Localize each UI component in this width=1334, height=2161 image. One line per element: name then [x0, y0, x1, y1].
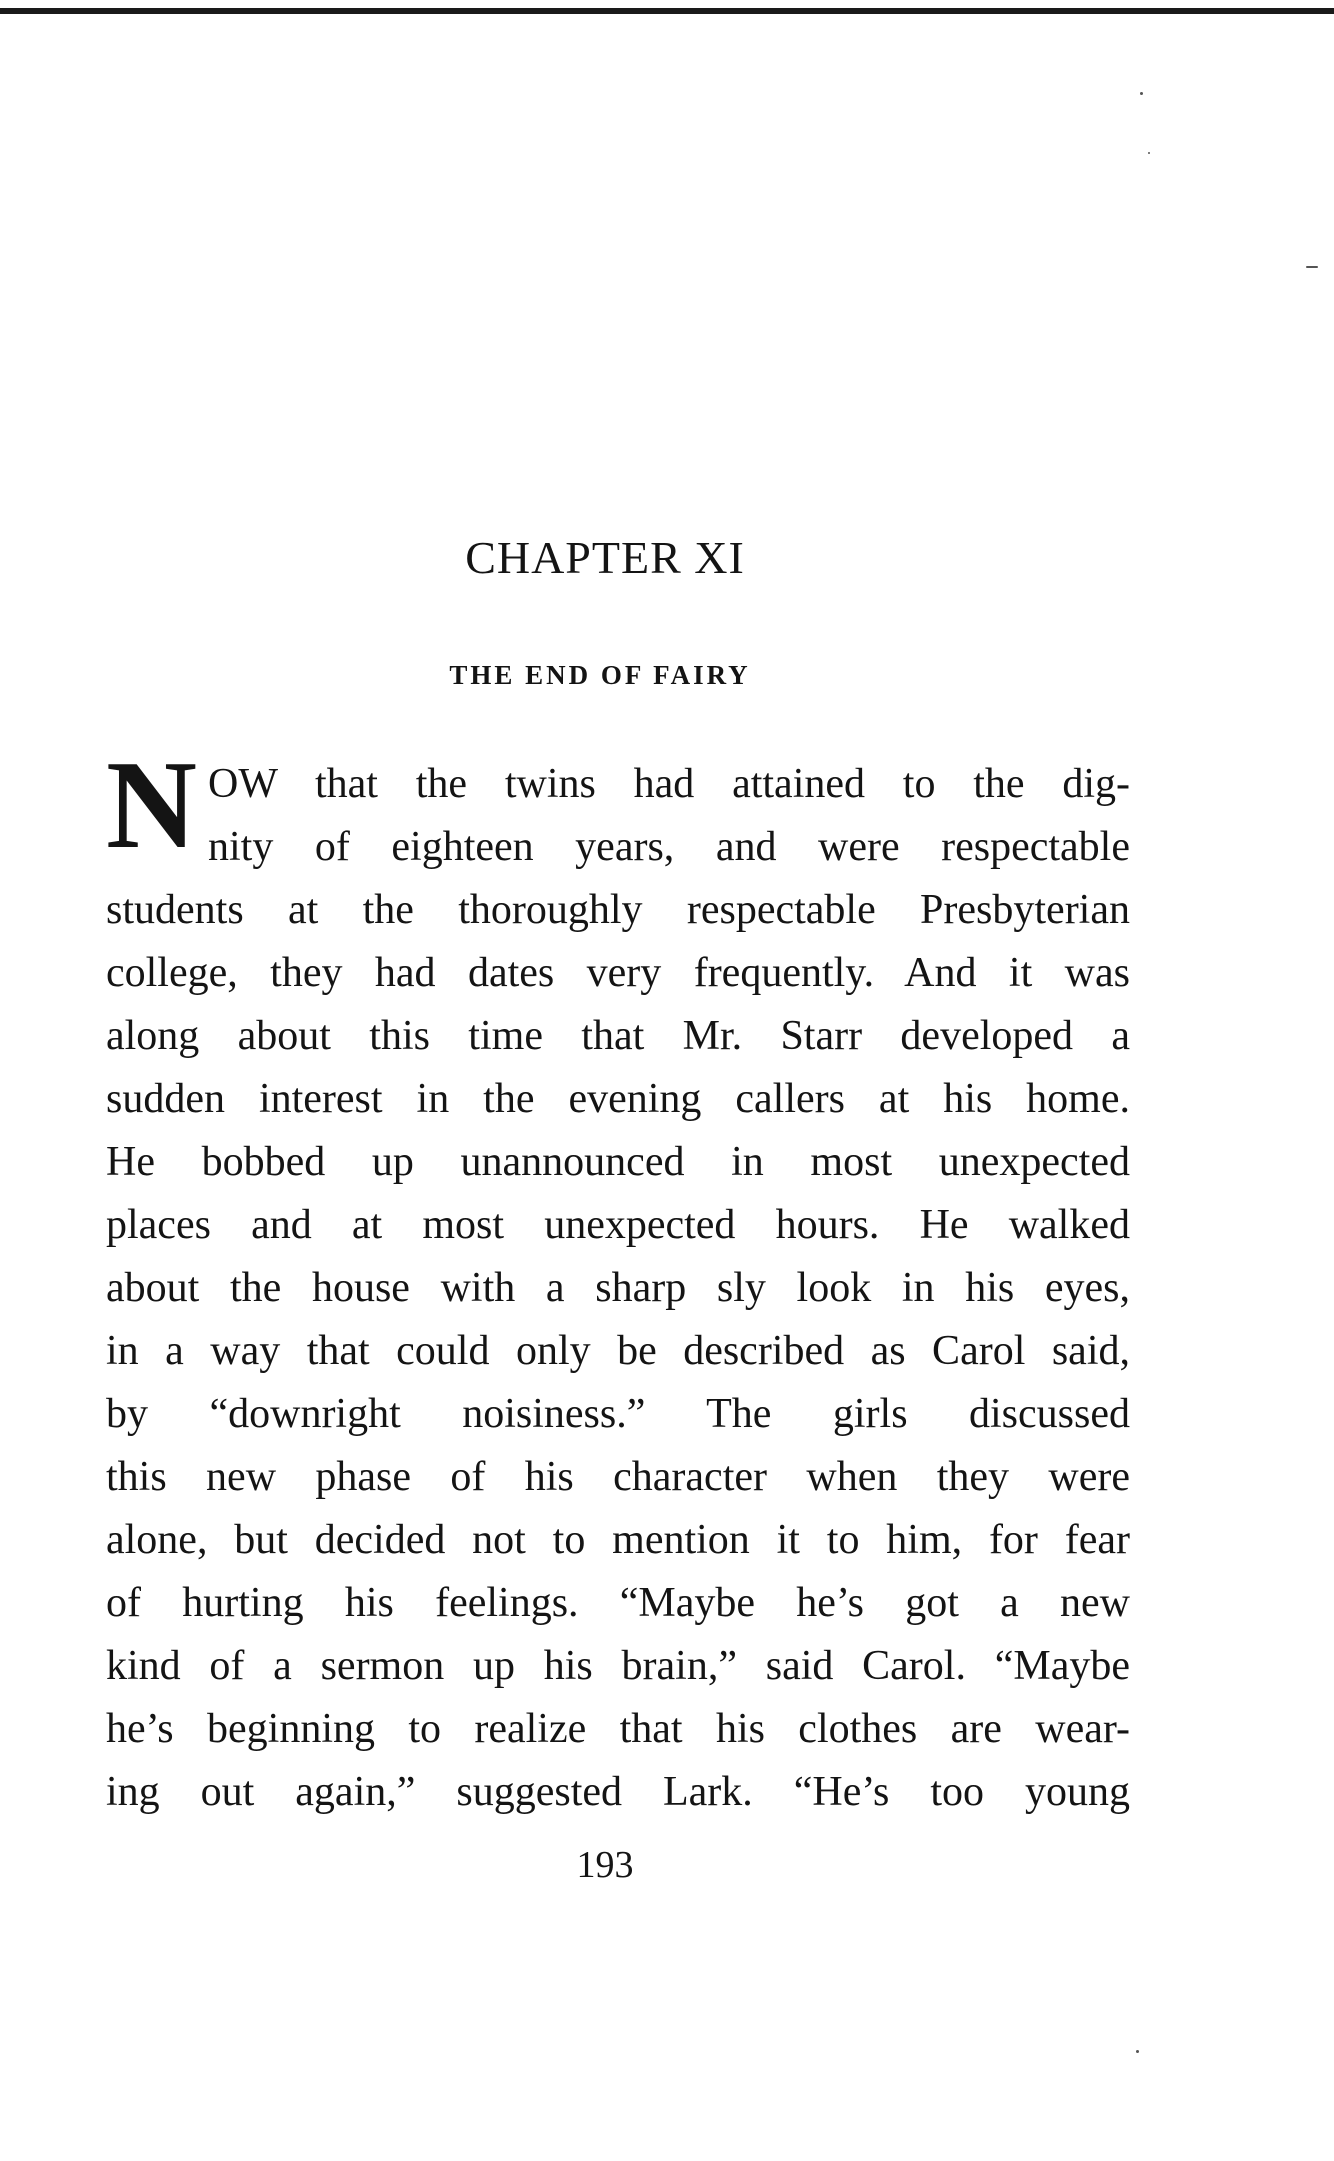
text-line: He bobbed up unannounced in most unexpected: [106, 1139, 1130, 1185]
text-line: places and at most unexpected hours. He walked: [106, 1202, 1130, 1248]
drop-cap: N: [106, 736, 197, 875]
chapter-heading: CHAPTER XI: [465, 532, 745, 583]
text-line: kind of a sermon up his brain,” said Carol. “Maybe: [106, 1643, 1130, 1689]
text-line: sudden interest in the evening callers at his home.: [106, 1076, 1130, 1122]
text-line: alone, but decided not to mention it to him, for fear: [106, 1517, 1130, 1563]
text-line: ing out again,” suggested Lark. “He’s too young: [106, 1769, 1130, 1815]
text-line: by “downright noisiness.” The girls discussed: [106, 1391, 1130, 1437]
text-line: college, they had dates very frequently. And it was: [106, 950, 1130, 996]
scan-speck: [1148, 152, 1150, 154]
page-number: 193: [576, 1844, 634, 1886]
text-line: students at the thoroughly respectable Presbyterian: [106, 887, 1130, 933]
text-line: nity of eighteen years, and were respectable: [208, 824, 1130, 870]
text-line: he’s beginning to realize that his clothes are wear-: [106, 1706, 1130, 1752]
text-line: OW that the twins had attained to the dig-: [208, 761, 1130, 807]
chapter-subtitle: THE END OF FAIRY: [449, 660, 751, 690]
text-line: this new phase of his character when they were: [106, 1454, 1130, 1500]
scan-speck: [1136, 2050, 1139, 2053]
scan-speck: [1140, 92, 1143, 95]
text-line: about the house with a sharp sly look in his eyes,: [106, 1265, 1130, 1311]
text-line: along about this time that Mr. Starr developed a: [106, 1013, 1130, 1059]
text-line: of hurting his feelings. “Maybe he’s got a new: [106, 1580, 1130, 1626]
top-scan-border: [0, 8, 1334, 14]
text-line: in a way that could only be described as Carol said,: [106, 1328, 1130, 1374]
scan-speck: [1306, 266, 1318, 268]
